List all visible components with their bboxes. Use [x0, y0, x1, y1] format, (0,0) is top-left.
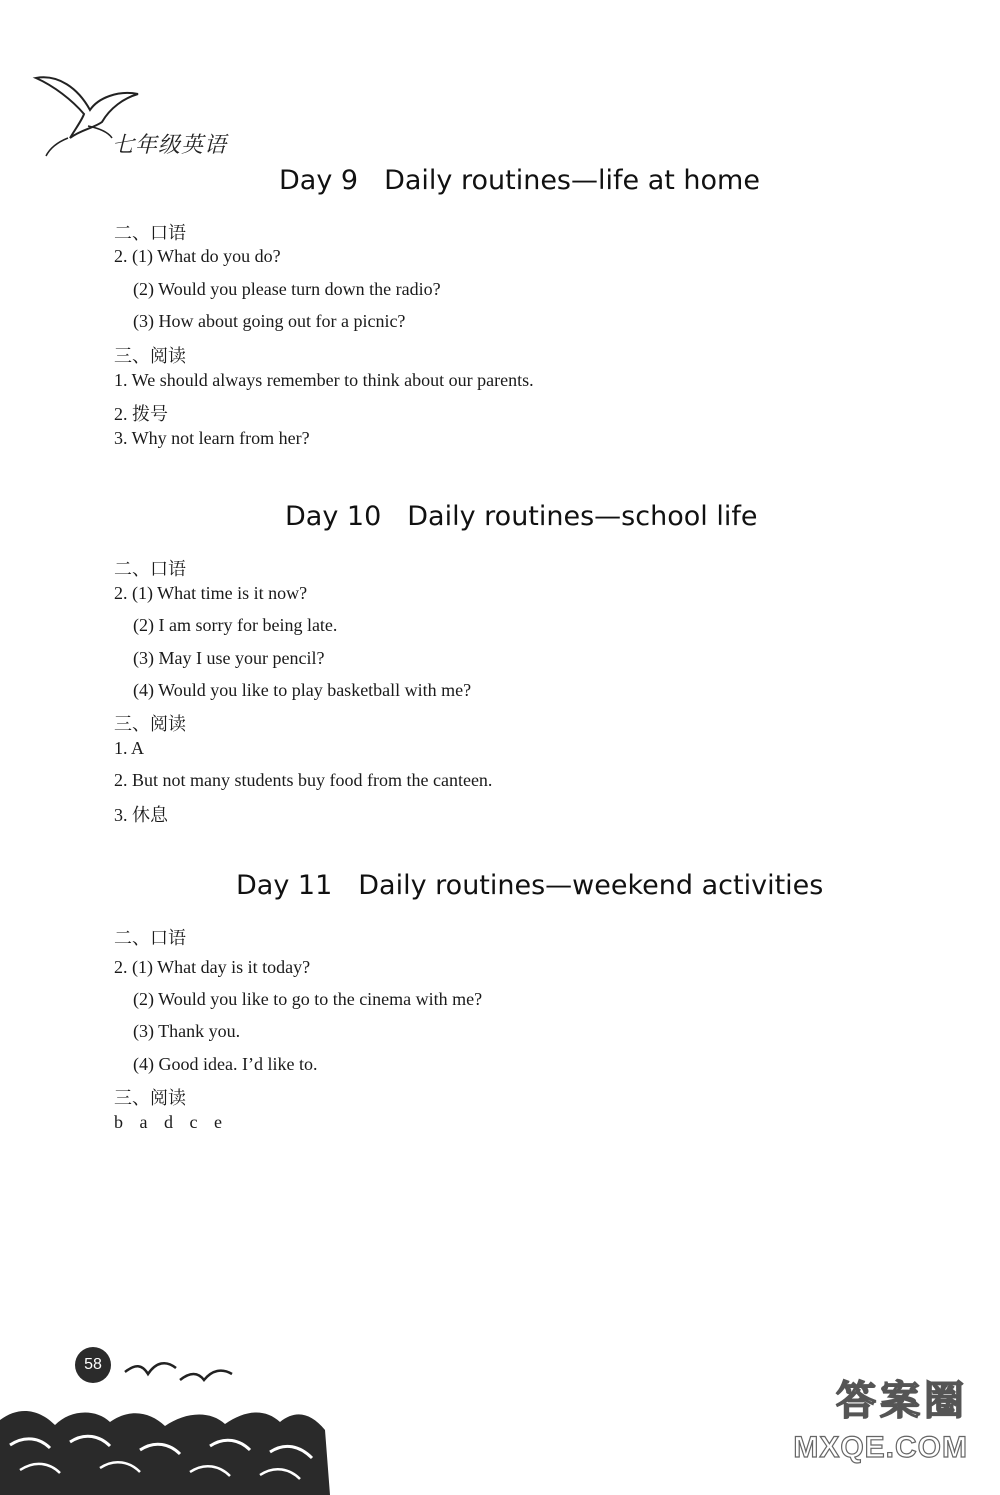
answer-line: 2. (1) What day is it today? [114, 957, 311, 977]
answer-line: b a d c e [114, 1112, 222, 1132]
answer-line: (2) Would you please turn down the radio? [133, 279, 441, 299]
answer-line: 3. 休息 [114, 805, 168, 825]
section-label: 二、口语 [114, 223, 186, 244]
answer-line: 2. 拨号 [114, 404, 168, 424]
answer-line: (4) Would you like to play basketball with me? [133, 680, 472, 700]
answer-line: (3) How about going out for a picnic? [133, 311, 406, 331]
series-title: 七年级英语 [112, 133, 228, 158]
section-label: 二、口语 [114, 928, 186, 949]
day-title: Daily routines—school life [407, 501, 758, 532]
day-11-heading [236, 870, 823, 901]
day-10-heading [285, 501, 757, 532]
answer-line: (3) Thank you. [133, 1021, 241, 1041]
answer-line: (4) Good idea. I’d like to. [133, 1054, 318, 1074]
answer-line: 3. Why not learn from her? [114, 428, 310, 448]
day-number: Day 11 [236, 870, 333, 901]
watermark-cn: 答案圈 [836, 1378, 968, 1424]
section-label: 二、口语 [114, 559, 186, 580]
day-number: Day 10 [285, 501, 382, 532]
section-label: 三、阅读 [114, 1088, 186, 1109]
watermark-en: MXQE.COM [793, 1431, 968, 1464]
answer-line: 2. (1) What do you do? [114, 246, 281, 266]
day-number: Day 9 [279, 165, 359, 196]
answer-line: 1. A [114, 738, 145, 758]
answer-line: (2) I am sorry for being late. [133, 615, 338, 635]
page-number: 58 [75, 1347, 111, 1383]
watermark [766, 1378, 986, 1481]
answer-line: 1. We should always remember to think about our parents. [114, 370, 534, 390]
answer-line: 2. But not many students buy food from the canteen. [114, 770, 493, 790]
answer-line: 2. (1) What time is it now? [114, 583, 308, 603]
section-label: 三、阅读 [114, 346, 186, 367]
section-label: 三、阅读 [114, 714, 186, 735]
answer-line: (3) May I use your pencil? [133, 648, 325, 668]
day-title: Daily routines—weekend activities [358, 870, 824, 901]
waves-seagulls-illustration-icon [0, 1350, 330, 1495]
answer-line: (2) Would you like to go to the cinema with me? [133, 989, 483, 1009]
day-9-heading [279, 165, 760, 196]
day-title: Daily routines—life at home [384, 165, 760, 196]
